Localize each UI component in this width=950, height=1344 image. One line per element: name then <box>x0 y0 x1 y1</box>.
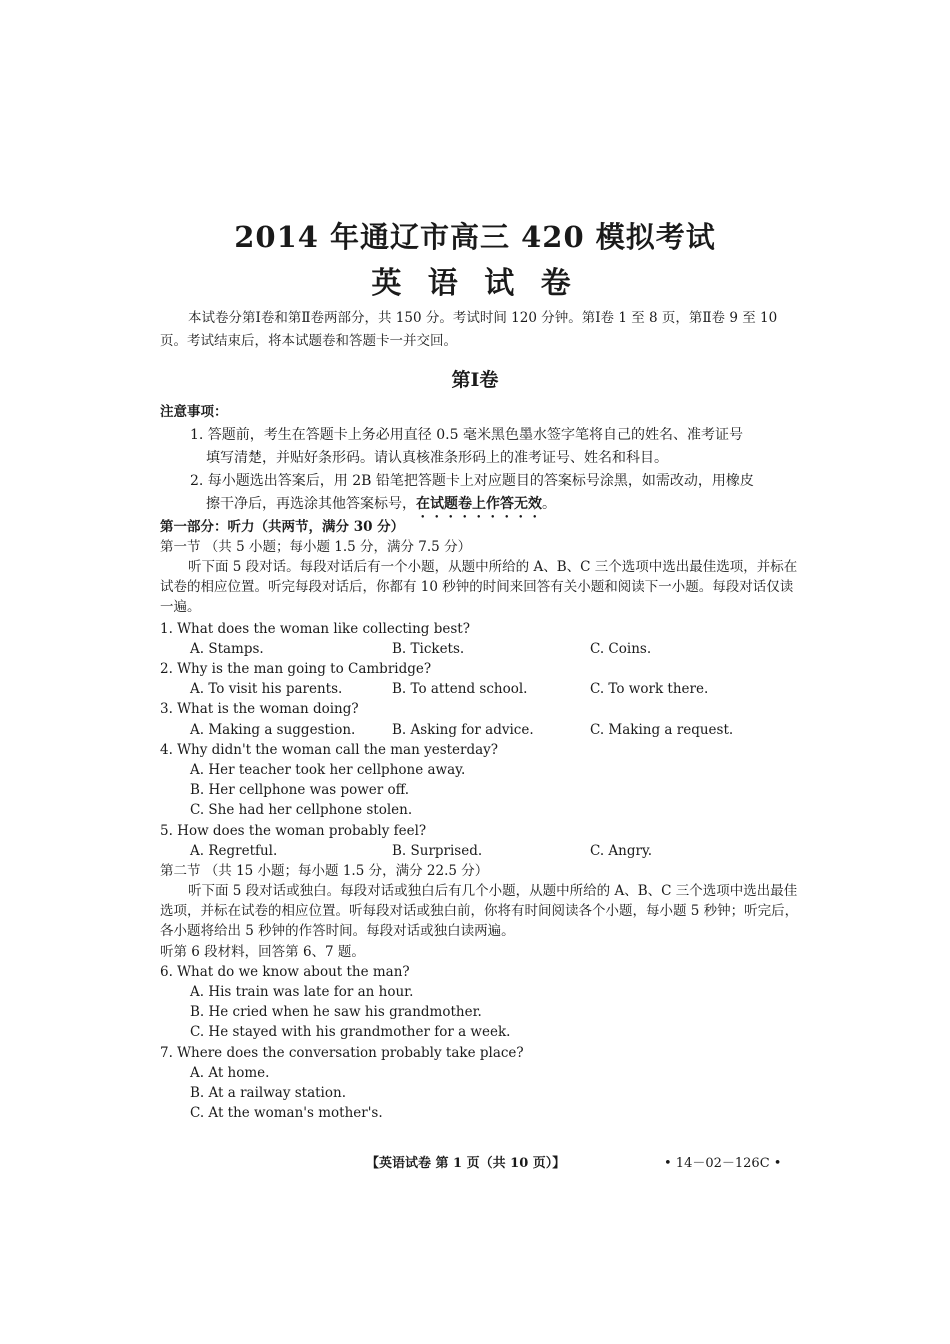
note-1-line-2: 填写清楚，并贴好条形码。请认真核准条形码上的准考证号、姓名和科目。 <box>206 450 668 466</box>
q2-option-c: C. To work there. <box>590 681 709 697</box>
q4-stem: 4. Why didn't the woman call the man yesterday? <box>160 742 499 758</box>
q7-option-c: C. At the woman's mother's. <box>190 1105 383 1121</box>
exam-title: 2014 年通辽市高三 420 模拟考试 <box>234 220 716 254</box>
section2-instructions: 听下面 5 段对话或独白。每段对话或独白后有几个小题，从题中所给的 A、B、C 三个选项中选出最佳选项，并标在试卷的相应位置。听每段对话或独白前，你将有时间阅读各个小题，每小题 5 秒钟；听完后，各小题将给出 5 秒钟的作答时间。每段对话或独白读两遍。 <box>160 883 799 939</box>
section1-heading: 第一节 （共 5 小题；每小题 1.5 分，满分 7.5 分） <box>160 539 472 555</box>
q7-option-b: B. At a railway station. <box>190 1085 346 1101</box>
note-1-line-1: 1. 答题前，考生在答题卡上务必用直径 0.5 毫米黑色墨水签字笔将自己的姓名、准考证号 <box>190 427 743 443</box>
q3-option-b: B. Asking for advice. <box>392 722 534 738</box>
q4-option-a: A. Her teacher took her cellphone away. <box>190 762 466 778</box>
q2-stem: 2. Why is the man going to Cambridge? <box>160 661 432 677</box>
q2-option-b: B. To attend school. <box>392 681 528 697</box>
note-2-emphasis: 在试题卷上作答无效 <box>416 496 542 512</box>
q5-option-a: A. Regretful. <box>190 843 278 859</box>
q3-option-a: A. Making a suggestion. <box>190 722 356 738</box>
note-2-end: 。 <box>542 496 556 512</box>
q7-stem: 7. Where does the conversation probably take place? <box>160 1045 524 1061</box>
intro-paragraph: 本试卷分第Ⅰ卷和第Ⅱ卷两部分，共 150 分。考试时间 120 分钟。第Ⅰ卷 1 至 8 页，第Ⅱ卷 9 至 10 页。考试结束后，将本试题卷和答题卡一并交回。 <box>160 310 778 349</box>
footer-page-info: 【英语试卷 第 1 页（共 10 页）】 <box>366 1156 566 1171</box>
footer-code: • 14－02－126C • <box>664 1156 782 1171</box>
q4-option-c: C. She had her cellphone stolen. <box>190 802 413 818</box>
q3-option-c: C. Making a request. <box>590 722 734 738</box>
q6-option-a: A. His train was late for an hour. <box>190 984 414 1000</box>
section2-heading: 第二节 （共 15 小题；每小题 1.5 分，满分 22.5 分） <box>160 863 489 879</box>
section2-material: 听第 6 段材料，回答第 6、7 题。 <box>160 944 365 960</box>
q5-option-b: B. Surprised. <box>392 843 483 859</box>
q7-option-a: A. At home. <box>190 1065 270 1081</box>
note-2-line-1: 2. 每小题选出答案后，用 2B 铅笔把答题卡上对应题目的答案标号涂黑，如需改动，用橡皮 <box>190 473 754 489</box>
q4-option-b: B. Her cellphone was power off. <box>190 782 410 798</box>
volume-title: 第Ⅰ卷 <box>451 369 499 391</box>
q1-option-c: C. Coins. <box>590 641 652 657</box>
q1-option-a: A. Stamps. <box>190 641 264 657</box>
q6-option-c: C. He stayed with his grandmother for a week. <box>190 1024 511 1040</box>
q5-stem: 5. How does the woman probably feel? <box>160 823 427 839</box>
section1-instructions: 听下面 5 段对话。每段对话后有一个小题，从题中所给的 A、B、C 三个选项中选出最佳选项，并标在试卷的相应位置。听完每段对话后，你都有 10 秒钟的时间来回答有关小题和阅读下一小题。每段对话仅读一遍。 <box>160 559 798 615</box>
q5-option-c: C. Angry. <box>590 843 653 859</box>
q3-stem: 3. What is the woman doing? <box>160 701 359 717</box>
q1-option-b: B. Tickets. <box>392 641 465 657</box>
q1-stem: 1. What does the woman like collecting best? <box>160 621 470 637</box>
q2-option-a: A. To visit his parents. <box>190 681 343 697</box>
part1-heading: 第一部分：听力（共两节，满分 30 分） <box>160 519 405 535</box>
exam-subtitle: 英 语 试 卷 <box>371 266 579 301</box>
q6-stem: 6. What do we know about the man? <box>160 964 410 980</box>
notes-heading: 注意事项： <box>160 404 228 420</box>
q6-option-b: B. He cried when he saw his grandmother. <box>190 1004 482 1020</box>
note-2-text: 擦干净后，再选涂其他答案标号， <box>206 496 416 512</box>
